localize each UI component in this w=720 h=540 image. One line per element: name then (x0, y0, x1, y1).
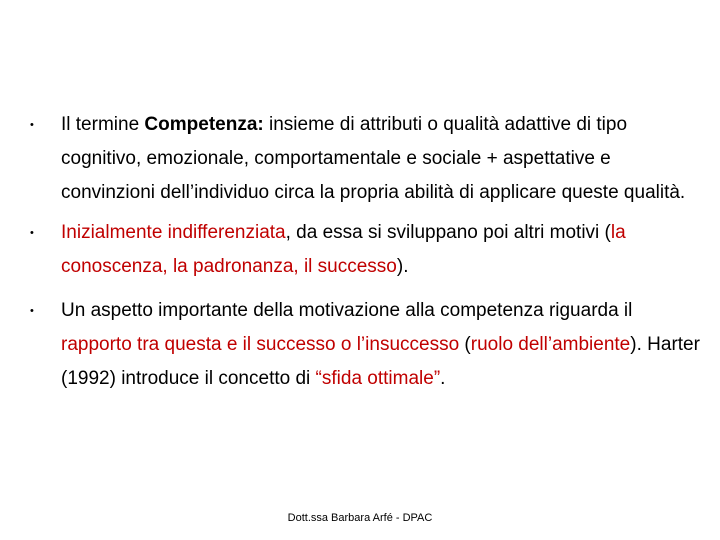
highlight-text: rapporto tra questa e il successo o l’insuccesso (61, 334, 460, 355)
bullet-text-segment: Un aspetto importante della motivazione alla competenza riguarda il (61, 300, 633, 321)
bullet-item-indifferenziata (24, 216, 704, 284)
bullet-text-segment: ). Harter (1992) introduce il concetto di (61, 334, 700, 389)
term-competenza: Competenza: (144, 114, 264, 135)
bullet-item-competenza (24, 108, 704, 210)
bullet-text-segment: insieme di attributi o qualità adattive di tipo cognitivo, emozionale, comportamentale e sociale + aspettative e convinzioni dell’individuo circa la propria abilità di applicare queste qualità. (61, 114, 686, 203)
bullet-list (24, 108, 704, 398)
bullet-text-segment: , da essa si sviluppano poi altri motivi ( (285, 222, 611, 243)
bullet-text-segment: . (440, 368, 446, 389)
bullet-text-segment: ). (396, 256, 409, 277)
bullet-dot-icon: • (30, 305, 34, 317)
bullet-text-segment: ( (459, 334, 471, 355)
bullet-item-aspetto-importante (24, 294, 704, 396)
bullet-dot-icon: • (30, 227, 34, 239)
bullet-text-segment: Il termine (61, 114, 145, 135)
highlight-text: Inizialmente indifferenziata (61, 222, 286, 243)
footer-author: Dott.ssa Barbara Arfé - DPAC (287, 512, 433, 524)
highlight-text: ruolo dell’ambiente (470, 334, 631, 355)
bullet-dot-icon: • (30, 119, 34, 131)
highlight-text: “sfida ottimale” (315, 368, 441, 389)
highlight-text: la conoscenza, la padronanza, il successo (61, 222, 626, 277)
